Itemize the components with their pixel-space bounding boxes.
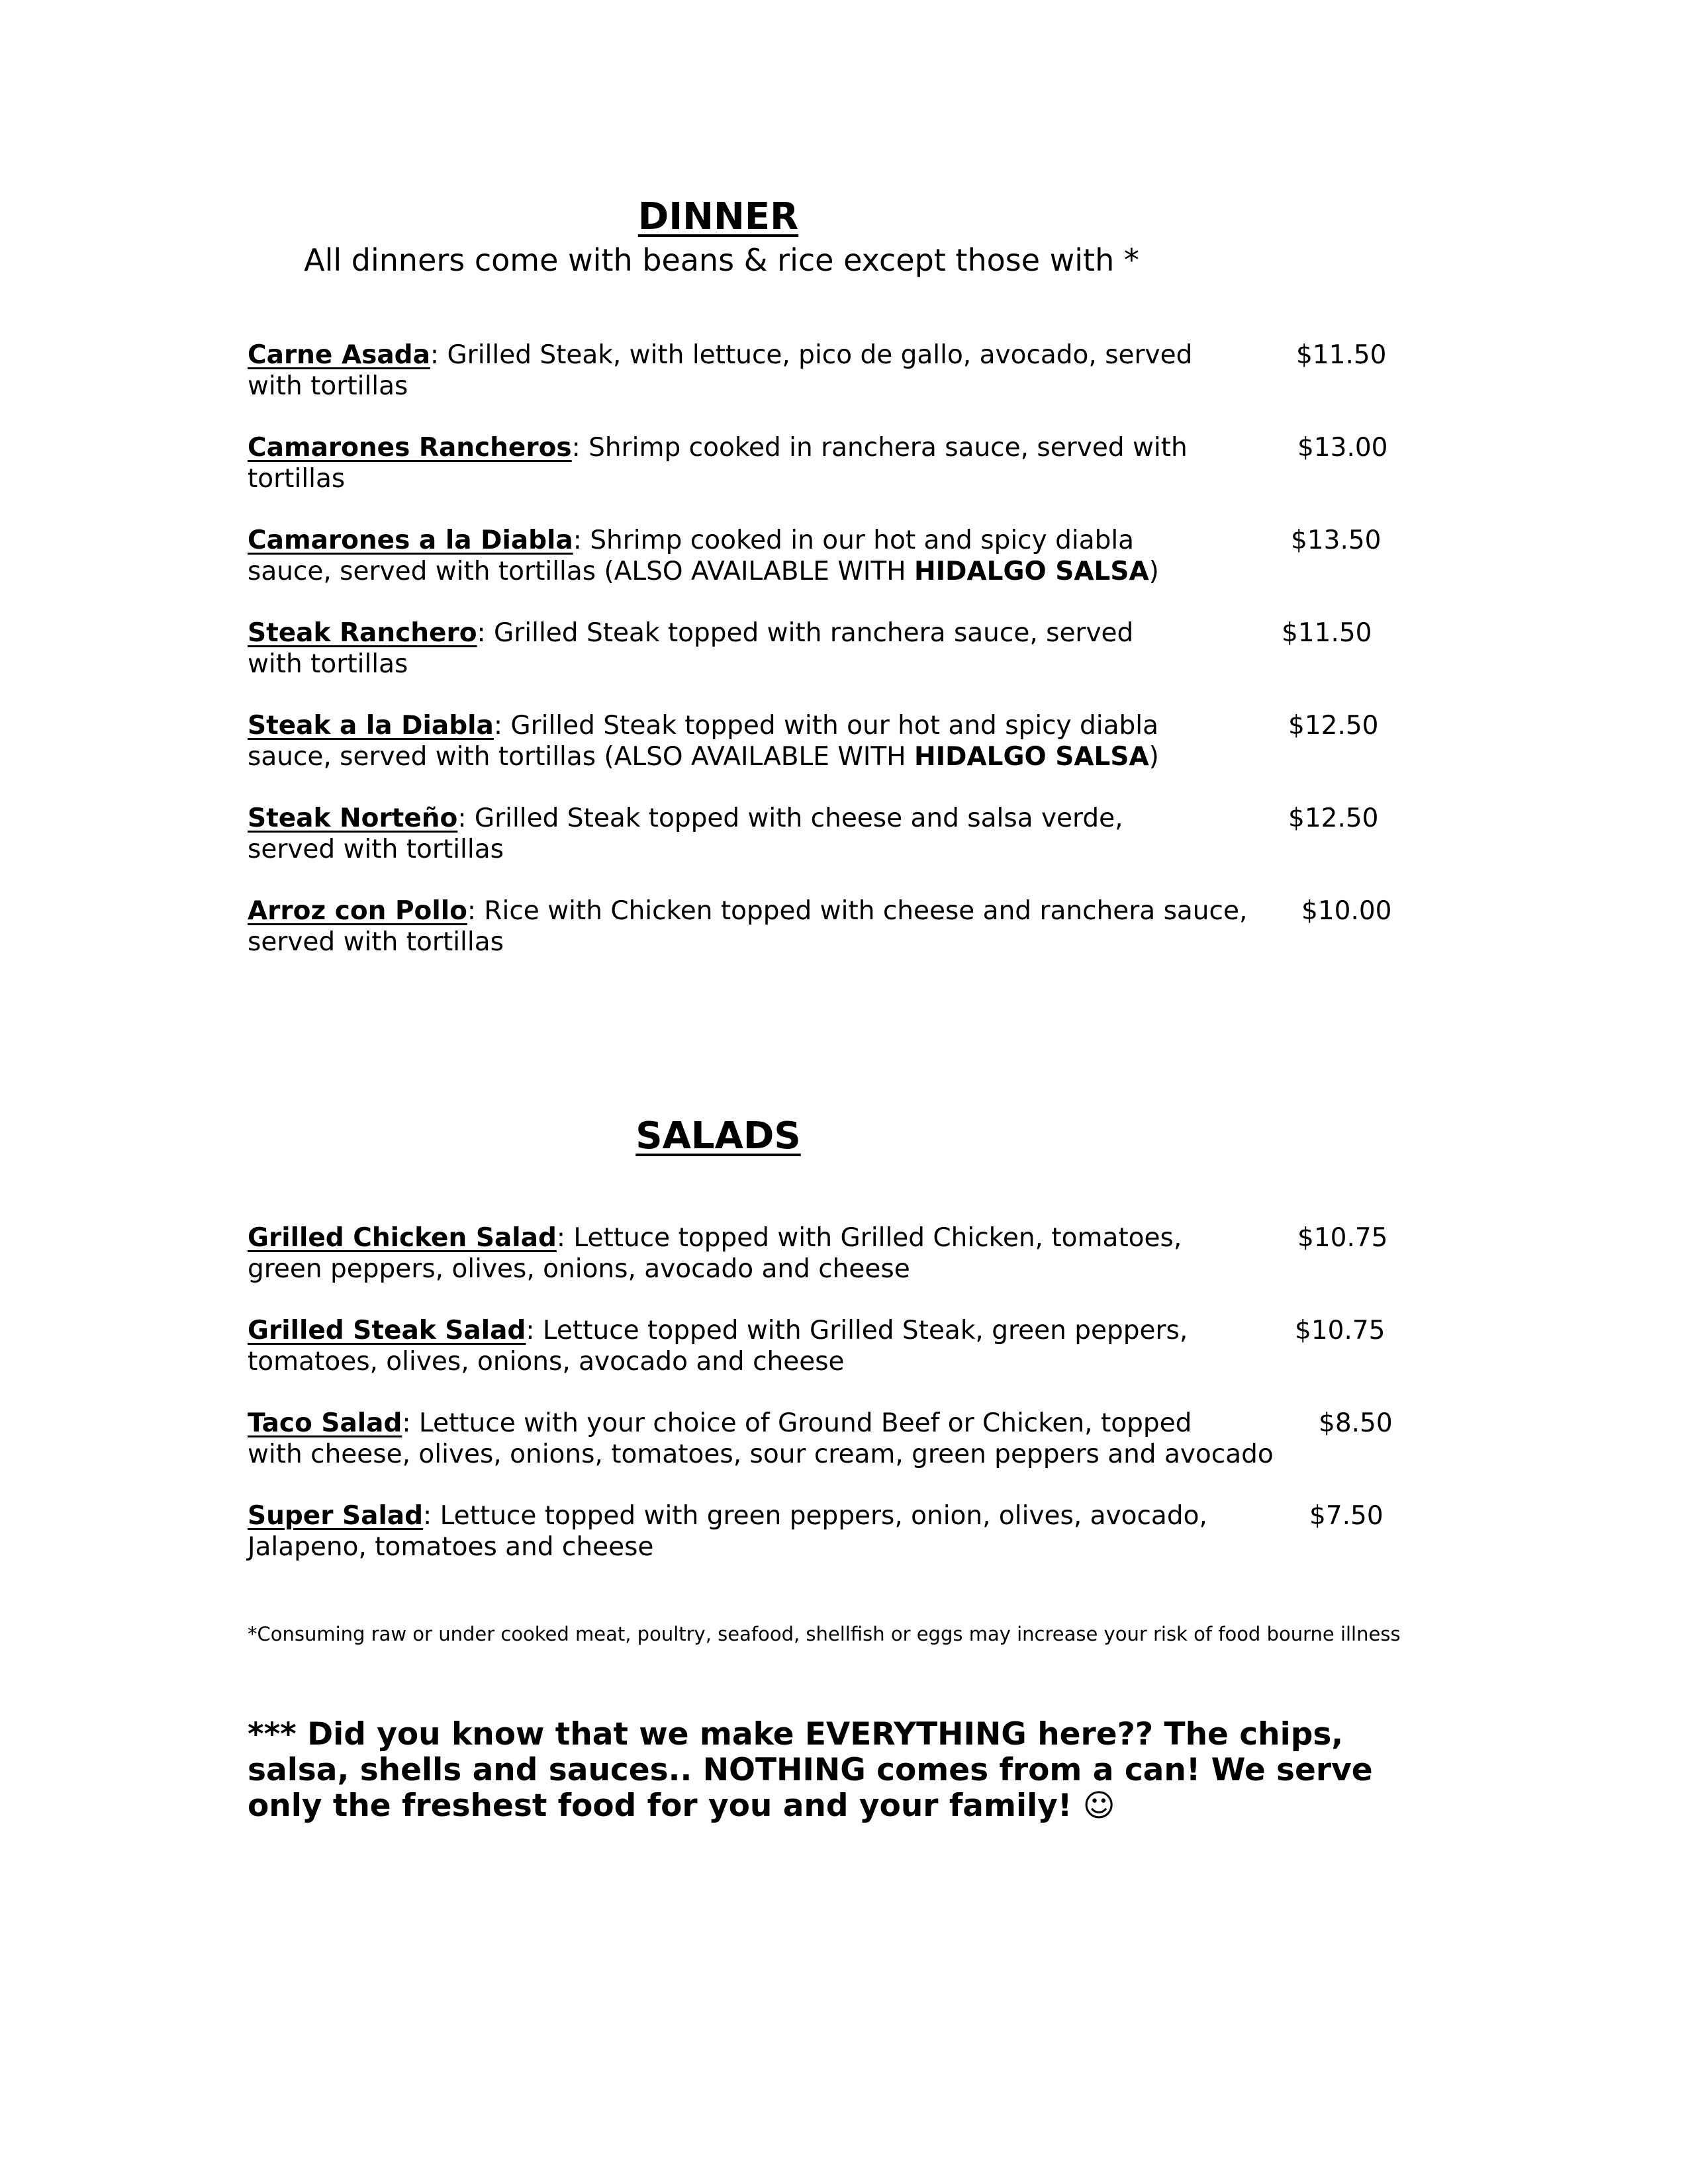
item-price: $13.00 bbox=[1297, 433, 1388, 463]
item-name: Steak Ranchero bbox=[248, 618, 477, 648]
item-name: Steak a la Diabla bbox=[248, 711, 494, 741]
salads-list bbox=[248, 1222, 1399, 1593]
item-description bbox=[248, 1222, 1267, 1285]
dinner-item-steak-diabla bbox=[248, 710, 1399, 803]
item-description bbox=[248, 895, 1267, 958]
item-price: $10.00 bbox=[1301, 896, 1392, 926]
made-fresh-callout bbox=[248, 1717, 1452, 1824]
item-desc-line2: sauce, served with tortillas (ALSO AVAILABLE WITH bbox=[248, 557, 914, 586]
dinner-item-arroz-con-pollo bbox=[248, 895, 1399, 988]
item-price: $13.50 bbox=[1291, 525, 1382, 555]
item-name: Carne Asada bbox=[248, 340, 430, 370]
dinner-title: DINNER bbox=[637, 195, 799, 238]
food-safety-footnote: *Consuming raw or under cooked meat, poultry, seafood, shellfish or eggs may increase your risk of food bourne illness bbox=[248, 1623, 1401, 1645]
item-description bbox=[248, 340, 1267, 402]
item-desc-line2: tomatoes, olives, onions, avocado and cheese bbox=[248, 1347, 845, 1377]
item-price: $11.50 bbox=[1296, 340, 1387, 370]
item-name: Taco Salad bbox=[248, 1408, 402, 1438]
callout-text: *** Did you know that we make EVERYTHING here?? The chips, salsa, shells and sauces.. NOTHING comes from a can! We serve only the freshest food for you and your family! bbox=[248, 1716, 1373, 1824]
dinner-item-carne-asada bbox=[248, 340, 1399, 432]
dinner-item-steak-norteno bbox=[248, 803, 1399, 895]
item-name: Steak Norteño bbox=[248, 803, 458, 833]
item-desc-line2: Jalapeno, tomatoes and cheese bbox=[248, 1532, 654, 1562]
item-name: Camarones a la Diabla bbox=[248, 525, 573, 555]
item-desc-line1: : Grilled Steak topped with cheese and salsa verde, bbox=[457, 803, 1123, 833]
item-price: $10.75 bbox=[1297, 1223, 1388, 1253]
item-name: Super Salad bbox=[248, 1501, 424, 1531]
item-price: $10.75 bbox=[1295, 1316, 1385, 1345]
item-desc-line2: served with tortillas bbox=[248, 835, 504, 864]
item-desc-line1: : Grilled Steak topped with our hot and spicy diabla bbox=[493, 711, 1159, 741]
item-description bbox=[248, 710, 1267, 772]
item-price: $7.50 bbox=[1309, 1501, 1383, 1531]
dinner-subtitle: All dinners come with beans & rice except those with * bbox=[304, 242, 1139, 278]
item-desc-bold: HIDALGO SALSA bbox=[914, 742, 1149, 772]
item-desc-line2: sauce, served with tortillas (ALSO AVAILABLE WITH bbox=[248, 742, 914, 772]
item-description bbox=[248, 1408, 1399, 1470]
dinner-item-camarones-diabla bbox=[248, 525, 1399, 617]
item-description bbox=[248, 1315, 1267, 1377]
item-description bbox=[248, 432, 1267, 494]
item-desc-line1: : Grilled Steak topped with ranchera sauce, served bbox=[477, 618, 1134, 648]
item-desc-line1: : Lettuce topped with green peppers, onion, olives, avocado, bbox=[423, 1501, 1207, 1531]
item-description bbox=[248, 803, 1267, 865]
item-price: $12.50 bbox=[1288, 803, 1379, 833]
dinner-item-camarones-rancheros bbox=[248, 432, 1399, 525]
item-desc-end: ) bbox=[1149, 557, 1159, 586]
salad-item-taco bbox=[248, 1408, 1399, 1500]
dinner-list bbox=[248, 340, 1399, 988]
item-price: $11.50 bbox=[1282, 618, 1372, 648]
item-name: Arroz con Pollo bbox=[248, 896, 467, 926]
item-name: Grilled Steak Salad bbox=[248, 1316, 526, 1345]
item-desc-line1: : Lettuce topped with Grilled Chicken, tomatoes, bbox=[556, 1223, 1182, 1253]
item-desc-bold: HIDALGO SALSA bbox=[914, 557, 1149, 586]
item-desc-line2: with tortillas bbox=[248, 649, 408, 679]
item-desc-end: ) bbox=[1149, 742, 1159, 772]
salad-item-super bbox=[248, 1500, 1399, 1593]
item-description bbox=[248, 525, 1267, 587]
item-desc-line1: : Shrimp cooked in ranchera sauce, served with bbox=[571, 433, 1188, 463]
item-price: $8.50 bbox=[1319, 1408, 1393, 1438]
item-desc-line1: : Lettuce topped with Grilled Steak, green peppers, bbox=[526, 1316, 1188, 1345]
salad-item-grilled-chicken bbox=[248, 1222, 1399, 1315]
item-desc-line2: served with tortillas bbox=[248, 927, 504, 957]
item-desc-line1: : Rice with Chicken topped with cheese and ranchera sauce, bbox=[467, 896, 1248, 926]
item-description bbox=[248, 1500, 1267, 1563]
item-desc-line2: with tortillas bbox=[248, 371, 408, 401]
smiley-icon: ☺ bbox=[1082, 1788, 1115, 1824]
salad-item-grilled-steak bbox=[248, 1315, 1399, 1408]
item-price: $12.50 bbox=[1288, 711, 1379, 741]
salads-title: SALADS bbox=[635, 1115, 801, 1158]
item-desc-line2: green peppers, olives, onions, avocado and cheese bbox=[248, 1254, 910, 1284]
item-name: Camarones Rancheros bbox=[248, 433, 572, 463]
item-description bbox=[248, 617, 1267, 680]
item-desc-line1: : Grilled Steak, with lettuce, pico de gallo, avocado, served bbox=[430, 340, 1193, 370]
item-desc-line1: : Lettuce with your choice of Ground Beef or Chicken, topped bbox=[402, 1408, 1192, 1438]
item-desc-line1: : Shrimp cooked in our hot and spicy diabla bbox=[573, 525, 1135, 555]
item-name: Grilled Chicken Salad bbox=[248, 1223, 557, 1253]
dinner-item-steak-ranchero bbox=[248, 617, 1399, 710]
item-desc-line2: with cheese, olives, onions, tomatoes, sour cream, green peppers and avocado bbox=[248, 1439, 1274, 1469]
item-desc-line2: tortillas bbox=[248, 464, 346, 494]
